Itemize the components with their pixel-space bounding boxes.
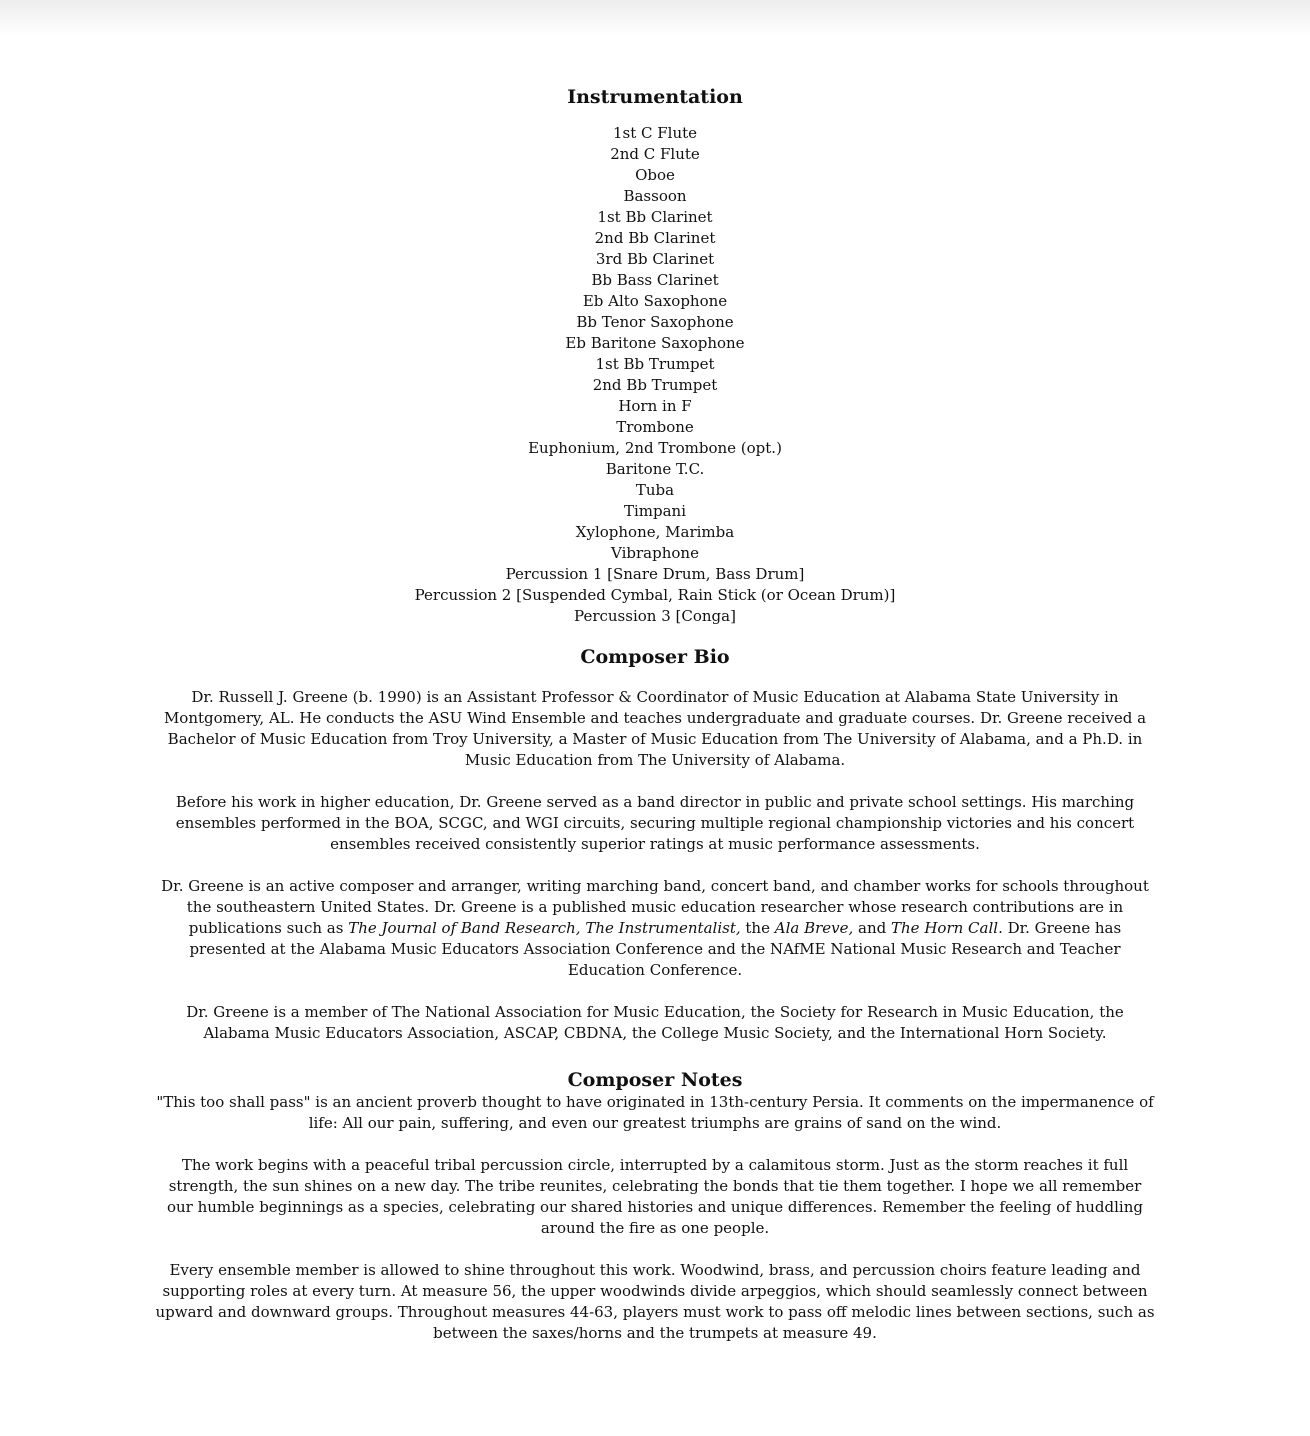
instrument-item: Percussion 3 [Conga]	[574, 607, 736, 625]
instrument-item: 2nd Bb Trumpet	[592, 376, 718, 394]
bio-p3-text-1: Dr. Greene is an active composer and arranger, writing marching band, concert band, and chamber works for schools throughout the southeastern United States. Dr. Greene is a published music education researcher whose research contributions are in publications such as	[161, 877, 1149, 937]
notes-paragraph-3: Every ensemble member is allowed to shine throughout this work. Woodwind, brass, and percussion choirs feature leading and supporting roles at every turn. At measure 56, the upper woodwinds divide arpeggios, which should seamlessly connect between upward and downward groups. Throughout measures 44-63, players must work to pass off melodic lines between sections, such as between the saxes/horns and the trumpets at measure 49.	[155, 1261, 1155, 1342]
instrument-item: Trombone	[616, 418, 694, 436]
document-page	[155, 80, 1155, 1365]
instrument-item: Vibraphone	[611, 544, 699, 562]
instrument-item: Percussion 2 [Suspended Cymbal, Rain Stick (or Ocean Drum)]	[414, 586, 896, 604]
bio-paragraph-1: Dr. Russell J. Greene (b. 1990) is an Assistant Professor & Coordinator of Music Education at Alabama State University in Montgomery, AL. He conducts the ASU Wind Ensemble and teaches undergraduate and graduate courses. Dr. Greene received a Bachelor of Music Education from Troy University, a Master of Music Education from The University of Alabama, and a Ph.D. in Music Education from The University of Alabama.	[163, 688, 1147, 769]
instrument-item: Tuba	[635, 481, 675, 499]
instrument-item: 1st Bb Trumpet	[595, 355, 715, 373]
instrument-item: 1st C Flute	[612, 124, 698, 142]
instrument-item: 2nd Bb Clarinet	[594, 229, 716, 247]
instrument-item: Oboe	[635, 166, 675, 184]
bio-p3-publication-horn-call: The Horn Call	[891, 919, 999, 937]
bio-p3-text-3: and	[853, 919, 892, 937]
bio-paragraph-4: Dr. Greene is a member of The National Association for Music Education, the Society for Research in Music Education, the Alabama Music Educators Association, ASCAP, CBDNA, the College Music Society, and the International Horn Society.	[186, 1003, 1124, 1042]
instrument-item: Bb Tenor Saxophone	[576, 313, 734, 331]
instrument-item: Euphonium, 2nd Trombone (opt.)	[528, 439, 782, 457]
notes-paragraph-2: The work begins with a peaceful tribal percussion circle, interrupted by a calamitous storm. Just as the storm reaches it full strength, the sun shines on a new day. The tribe reunites, celebrating the bonds that tie them together. I hope we all remember our humble beginnings as a species, celebrating our shared histories and unique differences. Remember the feeling of huddling around the fire as one people.	[166, 1156, 1143, 1237]
bio-p3-text-2: the	[740, 919, 775, 937]
composer-bio-heading: Composer Bio	[580, 646, 730, 668]
instrumentation-heading: Instrumentation	[567, 86, 743, 108]
page-top-shadow	[0, 0, 1310, 36]
bio-p3-publication-ala-breve: Ala Breve,	[774, 919, 854, 937]
instrumentation-list	[155, 123, 1155, 627]
instrument-item: Eb Alto Saxophone	[582, 292, 728, 310]
notes-paragraph-1: "This too shall pass" is an ancient proverb thought to have originated in 13th-century Persia. It comments on the impermanence of life: All our pain, suffering, and even our greatest triumphs are grains of sand on the wind.	[156, 1093, 1154, 1132]
instrument-item: Eb Baritone Saxophone	[565, 334, 745, 352]
instrument-item: Xylophone, Marimba	[575, 523, 735, 541]
instrument-item: Bassoon	[623, 187, 687, 205]
bio-paragraph-2: Before his work in higher education, Dr. Greene served as a band director in public and private school settings. His marching ensembles performed in the BOA, SCGC, and WGI circuits, securing multiple regional championship victories and his concert ensembles received consistently superior ratings at music performance assessments.	[175, 793, 1135, 853]
instrument-item: 3rd Bb Clarinet	[595, 250, 715, 268]
composer-notes-heading: Composer Notes	[567, 1069, 743, 1091]
instrument-item: Percussion 1 [Snare Drum, Bass Drum]	[505, 565, 805, 583]
instrument-item: Bb Bass Clarinet	[591, 271, 719, 289]
instrument-item: Horn in F	[618, 397, 692, 415]
instrument-item: 2nd C Flute	[610, 145, 700, 163]
bio-p3-publications-1: The Journal of Band Research, The Instrumentalist,	[348, 919, 741, 937]
bio-paragraph-3	[155, 876, 1155, 981]
bio-p3-text-4: . Dr. Greene has presented at the Alabama Music Educators Association Conference and the NAfME National Music Research and Teacher Education Conference.	[189, 919, 1122, 979]
instrument-item: Baritone T.C.	[605, 460, 705, 478]
instrument-item: 1st Bb Clarinet	[597, 208, 713, 226]
instrument-item: Timpani	[623, 502, 687, 520]
